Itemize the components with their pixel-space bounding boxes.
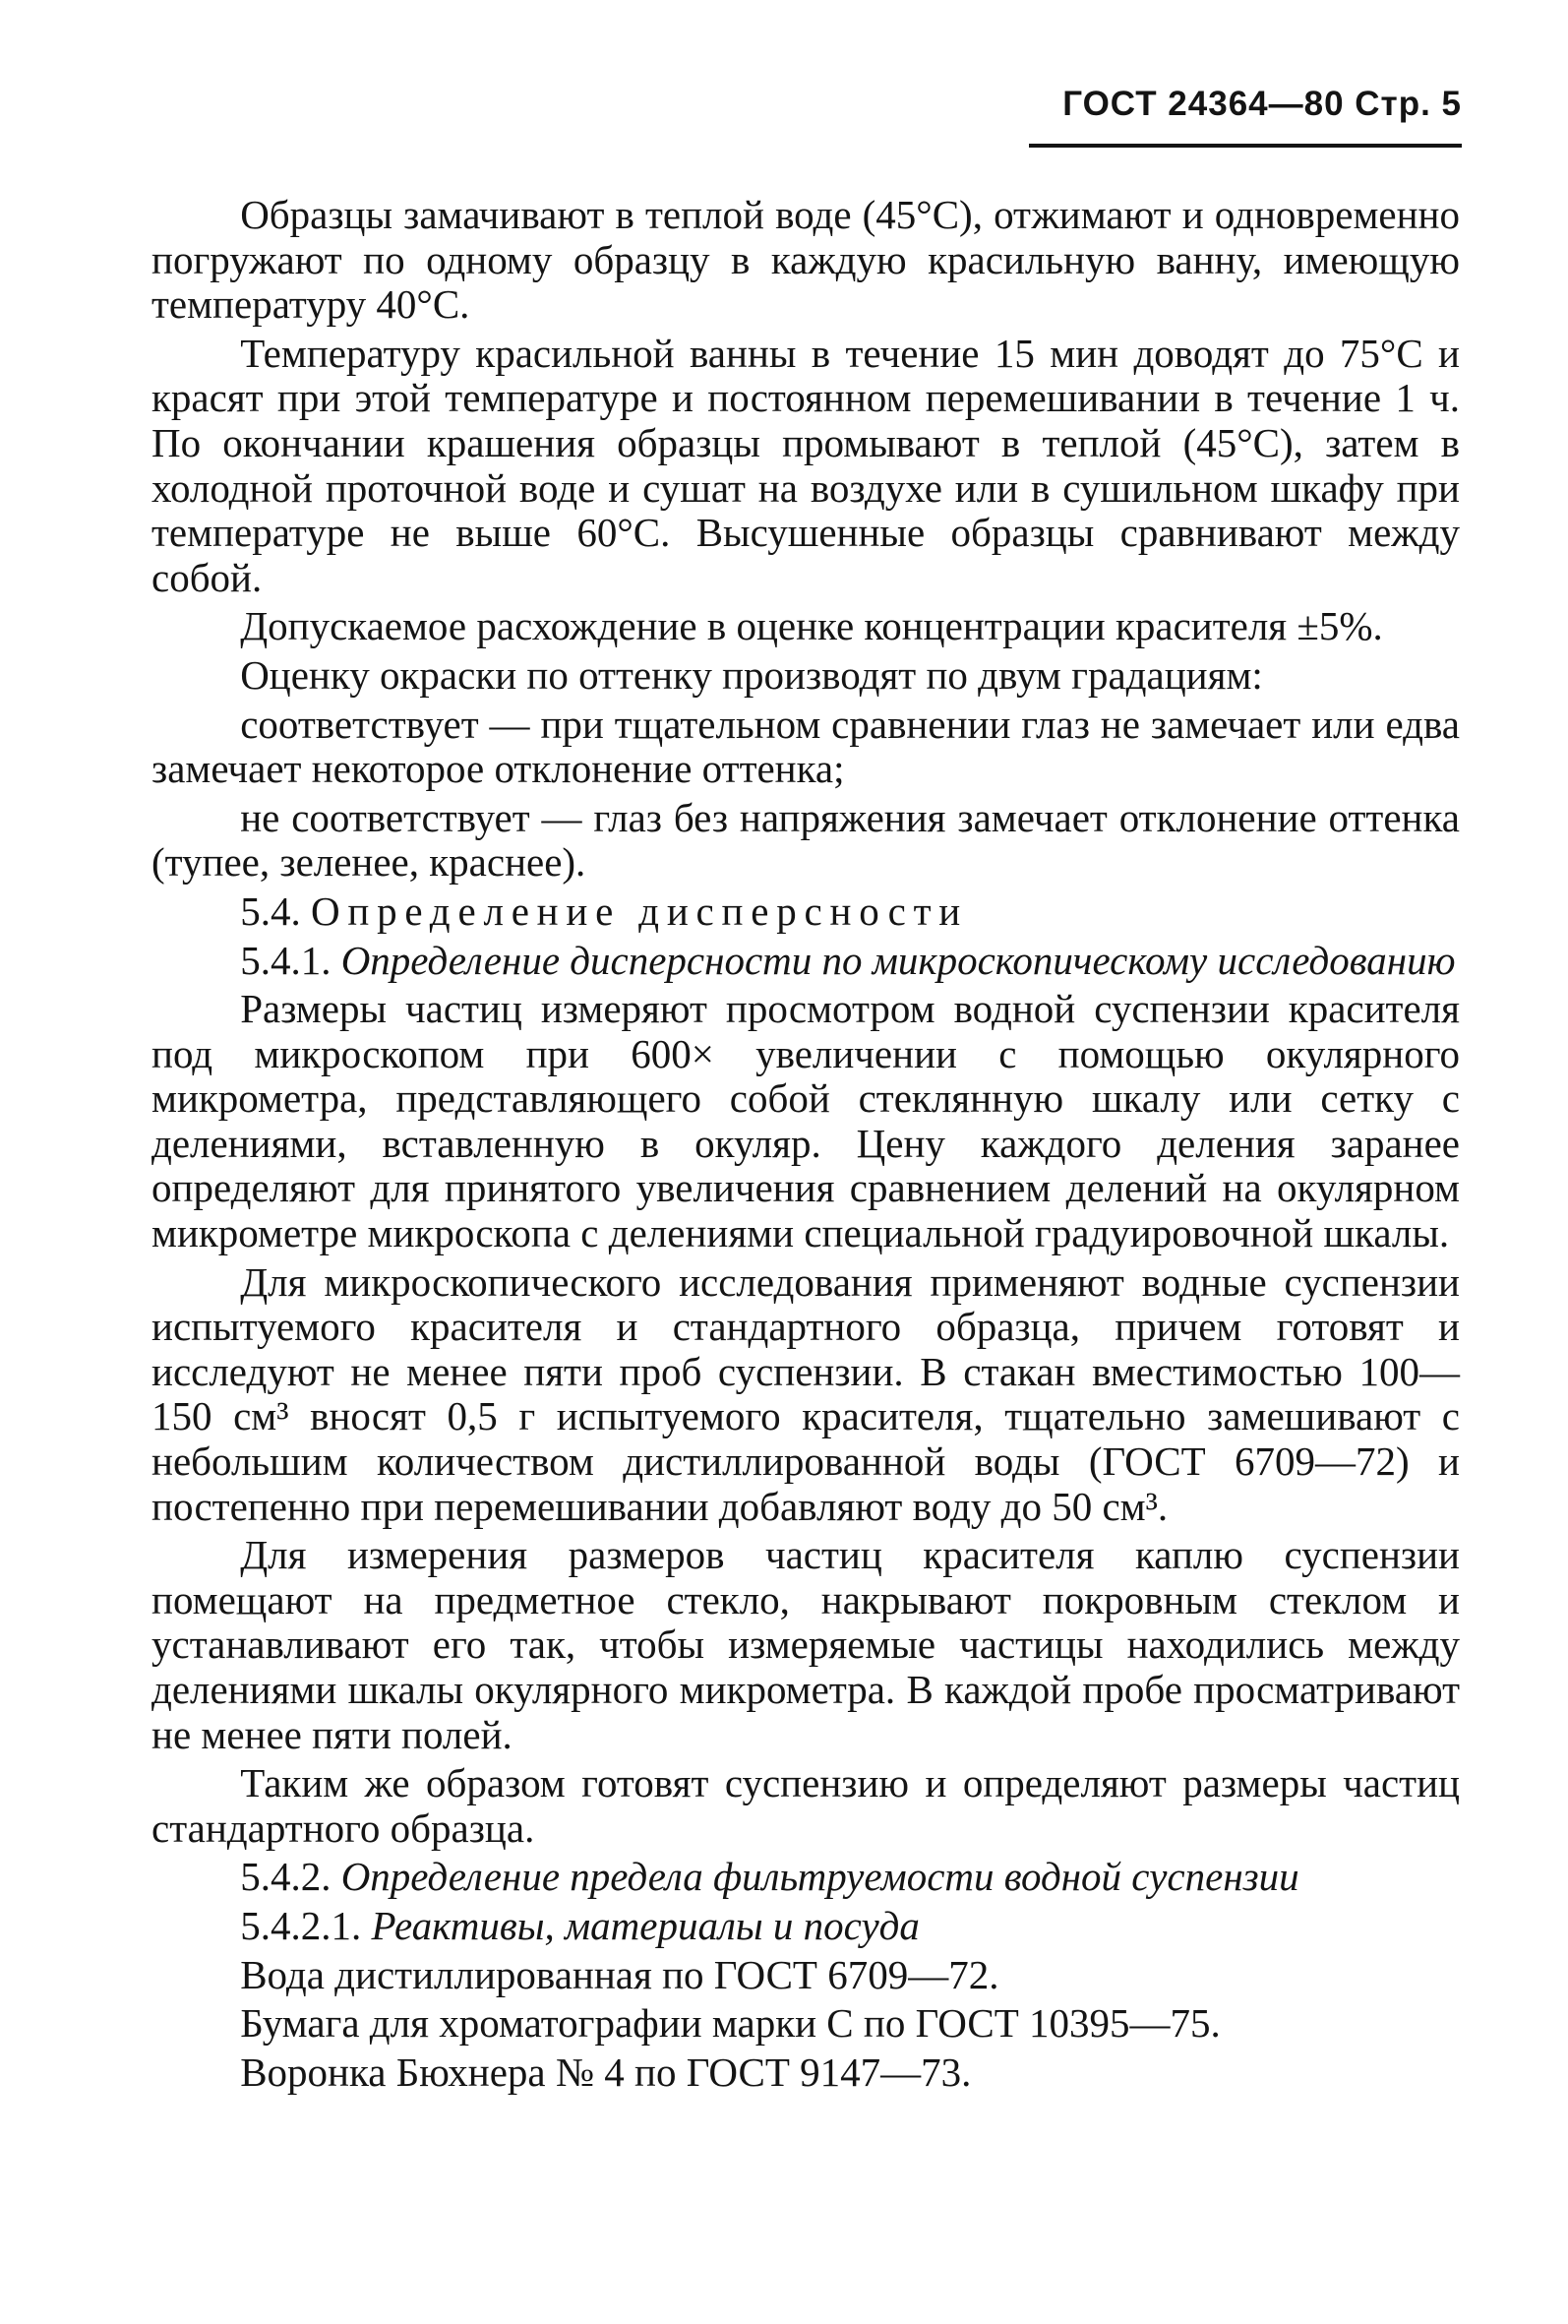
- section-number: 5.4.2.: [240, 1854, 332, 1900]
- paragraph: Таким же образом готовят суспензию и определяют размеры частиц стандартного образца.: [151, 1760, 1460, 1851]
- page-header-title: ГОСТ 24364—80 Стр. 5: [1062, 85, 1462, 123]
- subsection-heading-5-4-2: [151, 1855, 1460, 1900]
- paragraph: не соответствует — глаз без напряжения замечает отклонение оттенка (тупее, зеленее, краснее).: [151, 794, 1460, 886]
- section-number: 5.4.2.1.: [240, 1902, 362, 1948]
- section-number: 5.4.1.: [240, 937, 332, 983]
- subsection-heading-5-4-1: [151, 939, 1460, 984]
- paragraph: Размеры частиц измеряют просмотром водной суспензии красителя под микроскопом при 600× увеличении с помощью окулярного микрометра, представляющего собой стеклянную шкалу или сетку с делениями, вставленную в окуляр. Цену каждого деления заранее определяют для принятого увеличения сравнением делений на окулярном микрометре микроскопа с делениями специальной градуировочной шкалы.: [151, 986, 1460, 1256]
- paragraph: Для микроскопического исследования применяют водные суспензии испытуемого красителя и стандартного образца, причем готовят и исследуют не менее пяти проб суспензии. В стакан вместимостью 100—150 см³ вносят 0,5 г испытуемого красителя, тщательно замешивают с небольшим количеством дистиллированной воды (ГОСТ 6709—72) и постепенно при перемешивании добавляют воду до 50 см³.: [151, 1258, 1460, 1529]
- paragraph: Температуру красильной ванны в течение 15 мин доводят до 75°С и красят при этой температуре и постоянном перемешивании в течение 1 ч. По окончании крашения образцы промывают в теплой (45°С), затем в холодной проточной воде и сушат на воздухе или в сушильном шкафу при температуре не выше 60°С. Высушенные образцы сравнивают между собой.: [151, 330, 1460, 600]
- materials-list-item: Бумага для хроматографии марки С по ГОСТ 10395—75.: [240, 2000, 1221, 2047]
- paragraph: соответствует — при тщательном сравнении глаз не замечает или едва замечает некоторое отклонение оттенка;: [151, 701, 1460, 792]
- page-header: [1029, 85, 1462, 148]
- section-title: Определение предела фильтруемости водной суспензии: [340, 1854, 1299, 1900]
- paragraph: Для измерения размеров частиц красителя каплю суспензии помещают на предметное стекло, накрывают покровным стеклом и устанавливают его так, чтобы измеряемые частицы находились между делениями шкалы окулярного микрометра. В каждой пробе просматривают не менее пяти полей.: [151, 1532, 1460, 1757]
- section-title: Определение дисперсности: [310, 887, 969, 934]
- paragraph: Оценку окраски по оттенку производят по двум градациям:: [240, 651, 1263, 698]
- document-body: [151, 193, 1460, 2099]
- materials-list-item: Вода дистиллированная по ГОСТ 6709—72.: [240, 1951, 999, 1997]
- paragraph: Допускаемое расхождение в оценке концентрации красителя ±5%.: [240, 603, 1383, 649]
- section-title: Реактивы, материалы и посуда: [371, 1902, 920, 1948]
- paragraph: Образцы замачивают в теплой воде (45°С), отжимают и одновременно погружают по одному образцу в каждую красильную ванну, имеющую температуру 40°С.: [151, 192, 1460, 328]
- materials-list-item: Воронка Бюхнера № 4 по ГОСТ 9147—73.: [240, 2049, 972, 2095]
- section-title: Определение дисперсности по микроскопическому исследованию: [340, 937, 1456, 983]
- subsection-heading-5-4-2-1: [151, 1904, 1460, 1949]
- section-number: 5.4.: [240, 887, 301, 934]
- section-heading-5-4: [151, 889, 1460, 935]
